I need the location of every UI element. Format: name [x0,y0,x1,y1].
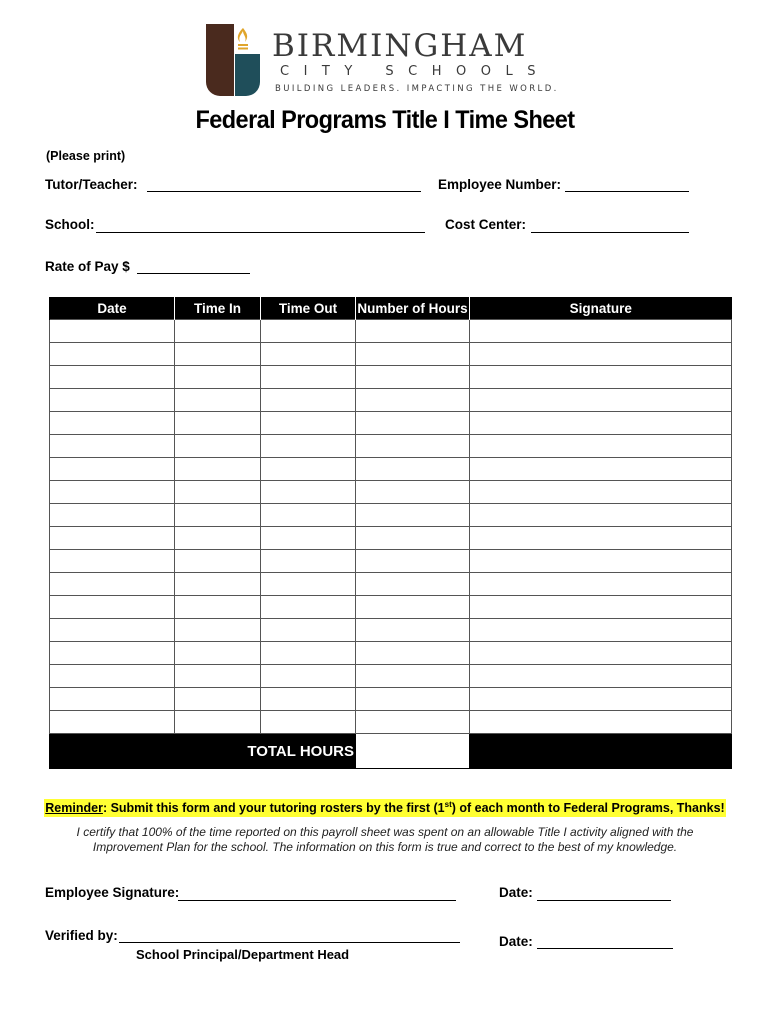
signature-cell[interactable] [470,504,732,527]
time-out-cell[interactable] [261,711,356,734]
signature-cell[interactable] [470,435,732,458]
table-row [50,665,732,688]
tutor-teacher-field[interactable] [147,191,421,192]
time-out-cell[interactable] [261,573,356,596]
hours-cell[interactable] [356,366,470,389]
shield-left-icon [206,24,234,96]
signature-cell[interactable] [470,389,732,412]
principal-label: School Principal/Department Head [136,947,350,962]
time-in-cell[interactable] [175,435,261,458]
time-in-cell[interactable] [175,320,261,343]
time-in-cell[interactable] [175,389,261,412]
hours-cell[interactable] [356,504,470,527]
logo-text-city-schools: CITY SCHOOLS [280,64,550,79]
employee-signature-label: Employee Signature: [45,885,180,900]
date-field-1[interactable] [537,900,671,901]
table-row [50,458,732,481]
signature-cell[interactable] [470,458,732,481]
header-signature: Signature [470,297,732,320]
time-in-cell[interactable] [175,504,261,527]
signature-cell[interactable] [470,343,732,366]
signature-cell[interactable] [470,711,732,734]
date-cell[interactable] [50,343,175,366]
date-cell[interactable] [50,550,175,573]
date-cell[interactable] [50,573,175,596]
date-cell[interactable] [50,665,175,688]
cost-center-label: Cost Center: [445,217,527,232]
date-cell[interactable] [50,527,175,550]
hours-cell[interactable] [356,688,470,711]
date-cell[interactable] [50,366,175,389]
certification-statement: I certify that 100% of the time reported on this payroll sheet was spent on an allowable Title I activity aligned with the Improvement Plan for the school. The information on this form is true and correct to the best of my knowledge. [76,825,694,854]
school-field[interactable] [96,232,425,233]
hours-cell[interactable] [356,458,470,481]
time-out-cell[interactable] [261,481,356,504]
time-out-cell[interactable] [261,642,356,665]
hours-cell[interactable] [356,665,470,688]
table-row [50,596,732,619]
time-out-cell[interactable] [261,389,356,412]
time-out-cell[interactable] [261,550,356,573]
signature-cell[interactable] [470,550,732,573]
reminder-text-after: ) of each month to Federal Programs, Thanks! [451,801,725,816]
date-cell[interactable] [50,389,175,412]
date-cell[interactable] [50,504,175,527]
table-row [50,573,732,596]
hours-cell[interactable] [356,343,470,366]
tutor-teacher-label: Tutor/Teacher: [45,177,138,192]
signature-cell[interactable] [470,642,732,665]
time-in-cell[interactable] [175,596,261,619]
table-row [50,504,732,527]
table-row [50,412,732,435]
total-hours-field[interactable] [356,734,470,769]
please-print-note: (Please print) [46,149,126,163]
hours-cell[interactable] [356,435,470,458]
employee-number-label: Employee Number: [438,177,562,192]
time-in-cell[interactable] [175,688,261,711]
table-header-row [50,297,732,320]
signature-cell[interactable] [470,619,732,642]
table-row [50,642,732,665]
torch-flame-icon [236,28,250,50]
verified-by-field[interactable] [119,942,460,943]
date-cell[interactable] [50,596,175,619]
time-in-cell[interactable] [175,619,261,642]
cost-center-field[interactable] [531,232,689,233]
hours-cell[interactable] [356,550,470,573]
date-label-2: Date: [499,934,533,949]
header-time-in: Time In [175,297,261,320]
time-out-cell[interactable] [261,366,356,389]
time-out-cell[interactable] [261,504,356,527]
time-in-cell[interactable] [175,711,261,734]
date-cell[interactable] [50,688,175,711]
table-row [50,435,732,458]
shield-right-icon [235,54,260,96]
hours-cell[interactable] [356,573,470,596]
rate-of-pay-field[interactable] [137,273,250,274]
employee-signature-field[interactable] [178,900,456,901]
signature-cell[interactable] [470,412,732,435]
time-in-cell[interactable] [175,366,261,389]
reminder-note [0,800,770,815]
signature-cell[interactable] [470,366,732,389]
date-field-2[interactable] [537,948,673,949]
time-in-cell[interactable] [175,550,261,573]
table-row [50,688,732,711]
date-cell[interactable] [50,458,175,481]
reminder-text-before: : Submit this form and your tutoring rosters by the first (1 [102,801,445,816]
table-row [50,711,732,734]
school-label: School: [45,217,95,232]
page-title: Federal Programs Title I Time Sheet [195,106,575,134]
time-in-cell[interactable] [175,458,261,481]
time-out-cell[interactable] [261,596,356,619]
table-row [50,527,732,550]
hours-cell[interactable] [356,320,470,343]
time-in-cell[interactable] [175,412,261,435]
time-out-cell[interactable] [261,343,356,366]
table-row [50,366,732,389]
date-cell[interactable] [50,481,175,504]
verified-by-label: Verified by: [45,928,118,943]
table-row [50,389,732,412]
timesheet-table [49,297,732,769]
logo-text-birmingham: BIRMINGHAM [272,28,528,64]
time-in-cell[interactable] [175,527,261,550]
time-in-cell[interactable] [175,642,261,665]
hours-cell[interactable] [356,389,470,412]
rate-of-pay-label: Rate of Pay $ [45,259,130,274]
signature-cell[interactable] [470,596,732,619]
time-out-cell[interactable] [261,458,356,481]
hours-cell[interactable] [356,412,470,435]
date-cell[interactable] [50,435,175,458]
header-number-of-hours: Number of Hours [356,297,470,320]
reminder-superscript: st [444,800,452,809]
date-label-1: Date: [499,885,533,900]
signature-cell[interactable] [470,688,732,711]
hours-cell[interactable] [356,619,470,642]
signature-cell[interactable] [470,527,732,550]
reminder-prefix: Reminder [45,801,103,816]
time-out-cell[interactable] [261,527,356,550]
time-out-cell[interactable] [261,412,356,435]
time-in-cell[interactable] [175,481,261,504]
hours-cell[interactable] [356,596,470,619]
total-hours-label: TOTAL HOURS [50,734,356,769]
logo-tagline: BUILDING LEADERS. IMPACTING THE WORLD. [275,84,559,94]
total-hours-blank [470,734,732,769]
time-out-cell[interactable] [261,665,356,688]
signature-cell[interactable] [470,665,732,688]
date-cell[interactable] [50,412,175,435]
time-out-cell[interactable] [261,320,356,343]
date-cell[interactable] [50,642,175,665]
time-out-cell[interactable] [261,688,356,711]
hours-cell[interactable] [356,481,470,504]
table-row [50,619,732,642]
signature-cell[interactable] [470,320,732,343]
table-row [50,481,732,504]
total-hours-row [50,734,732,769]
date-cell[interactable] [50,320,175,343]
time-in-cell[interactable] [175,573,261,596]
date-cell[interactable] [50,711,175,734]
signature-cell[interactable] [470,573,732,596]
hours-cell[interactable] [356,642,470,665]
time-in-cell[interactable] [175,343,261,366]
time-in-cell[interactable] [175,665,261,688]
signature-cell[interactable] [470,481,732,504]
employee-number-field[interactable] [565,191,689,192]
hours-cell[interactable] [356,711,470,734]
time-out-cell[interactable] [261,619,356,642]
date-cell[interactable] [50,619,175,642]
time-out-cell[interactable] [261,435,356,458]
table-row [50,550,732,573]
hours-cell[interactable] [356,527,470,550]
header-date: Date [50,297,175,320]
table-row [50,343,732,366]
district-logo [206,24,566,100]
table-row [50,320,732,343]
header-time-out: Time Out [261,297,356,320]
